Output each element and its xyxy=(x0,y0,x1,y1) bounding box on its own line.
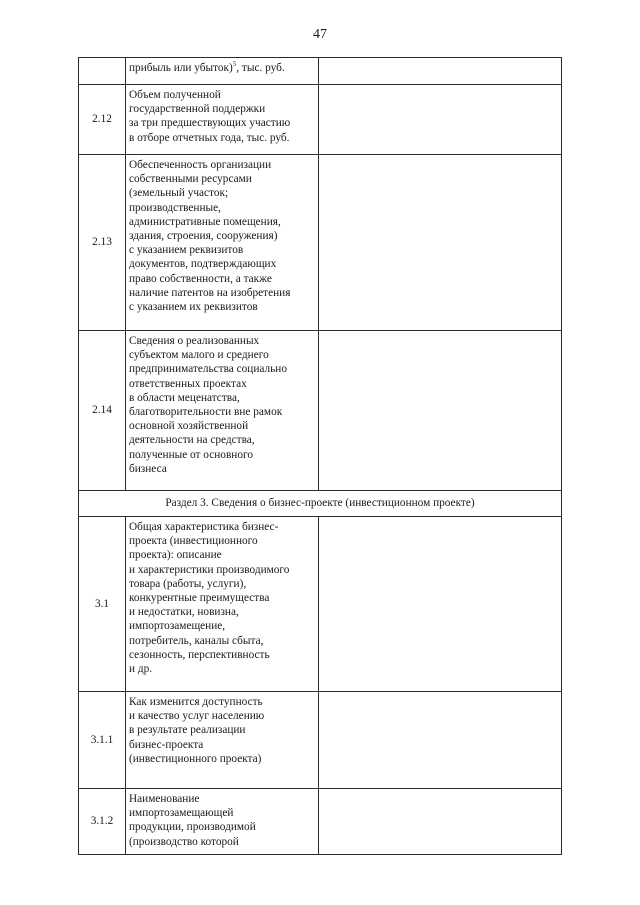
label-line: предпринимательства социально xyxy=(129,363,287,376)
label-line: проекта (инвестиционного xyxy=(129,535,258,548)
row-value-cell[interactable] xyxy=(319,85,562,155)
table-row xyxy=(79,517,562,692)
section-title: Раздел 3. Сведения о бизнес-проекте (инвестиционном проекте) xyxy=(79,491,562,517)
label-line: и характеристики производимого xyxy=(129,563,290,576)
row-number xyxy=(79,58,126,85)
table-row xyxy=(79,331,562,491)
label-line: Наименование xyxy=(129,793,200,805)
label-line: продукции, производимой xyxy=(129,821,256,834)
label-line: в результате реализации xyxy=(129,724,246,737)
label-line: здания, строения, сооружения) xyxy=(129,230,278,243)
row-label xyxy=(126,331,319,491)
row-label xyxy=(126,789,319,855)
page-number: 47 xyxy=(313,27,327,42)
table-row xyxy=(79,155,562,331)
label-line: (земельный участок; xyxy=(129,187,229,200)
label-line: Общая характеристика бизнес- xyxy=(129,521,279,533)
label-line: конкурентные преимущества xyxy=(129,592,270,605)
form-table xyxy=(78,57,562,855)
row-number: 2.13 xyxy=(79,155,126,331)
row-value-cell[interactable] xyxy=(319,692,562,789)
label-line: с указанием реквизитов xyxy=(129,244,244,257)
label-line: (инвестиционного проекта) xyxy=(129,752,262,765)
row-label xyxy=(126,692,319,789)
label-line: прибыль или убыток) xyxy=(129,62,233,74)
label-line: и качество услуг населению xyxy=(129,710,265,723)
label-line: ответственных проектах xyxy=(129,377,247,390)
footnote-marker: 5 xyxy=(232,60,237,69)
label-line: проекта): описание xyxy=(129,549,222,562)
table-row xyxy=(79,692,562,789)
label-line: производственные, xyxy=(129,201,221,214)
label-line: и др. xyxy=(129,663,153,676)
label-line: полученные от основного xyxy=(129,448,253,461)
row-value-cell[interactable] xyxy=(319,517,562,692)
label-line: (производство которой xyxy=(129,835,239,848)
row-number: 3.1 xyxy=(79,517,126,692)
row-value-cell[interactable] xyxy=(319,789,562,855)
label-line: импортозамещение, xyxy=(129,620,226,633)
label-line: с указанием их реквизитов xyxy=(129,301,258,314)
row-number: 2.14 xyxy=(79,331,126,491)
table-row xyxy=(79,58,562,85)
label-line: за три предшествующих участию xyxy=(129,117,291,130)
table-row xyxy=(79,789,562,855)
label-line: административные помещения, xyxy=(129,215,281,228)
label-line: собственными ресурсами xyxy=(129,173,252,186)
label-line: бизнес-проекта xyxy=(129,738,204,751)
label-line: субъектом малого и среднего xyxy=(129,349,269,362)
label-line: Как изменится доступность xyxy=(129,696,263,708)
row-number: 3.1.1 xyxy=(79,692,126,789)
row-value-cell[interactable] xyxy=(319,331,562,491)
label-line: основной хозяйственной xyxy=(129,420,249,433)
row-number: 2.12 xyxy=(79,85,126,155)
label-line: , тыс. руб. xyxy=(236,62,285,74)
label-line: наличие патентов на изобретения xyxy=(129,286,291,299)
label-line: сезонность, перспективность xyxy=(129,648,270,661)
row-label xyxy=(126,517,319,692)
label-line: государственной поддержки xyxy=(129,103,266,116)
row-number: 3.1.2 xyxy=(79,789,126,855)
row-label xyxy=(126,85,319,155)
label-line: деятельности на средства, xyxy=(129,434,255,447)
label-line: в отборе отчетных года, тыс. руб. xyxy=(129,131,290,144)
label-line: Объем полученной xyxy=(129,89,221,101)
row-value-cell[interactable] xyxy=(319,58,562,85)
label-line: Сведения о реализованных xyxy=(129,335,260,347)
label-line: товара (работы, услуги), xyxy=(129,577,247,590)
label-line: Обеспеченность организации xyxy=(129,159,272,171)
label-line: документов, подтверждающих xyxy=(129,258,277,271)
section-header-row xyxy=(79,491,562,517)
label-line: благотворительности вне рамок xyxy=(129,406,283,419)
table-row xyxy=(79,85,562,155)
label-line: потребитель, каналы сбыта, xyxy=(129,634,264,647)
row-label xyxy=(126,58,319,85)
row-label xyxy=(126,155,319,331)
label-line: в области меценатства, xyxy=(129,391,240,404)
label-line: и недостатки, новизна, xyxy=(129,606,239,619)
label-line: импортозамещающей xyxy=(129,807,234,820)
label-line: право собственности, а также xyxy=(129,272,272,285)
label-line: бизнеса xyxy=(129,462,167,475)
row-value-cell[interactable] xyxy=(319,155,562,331)
